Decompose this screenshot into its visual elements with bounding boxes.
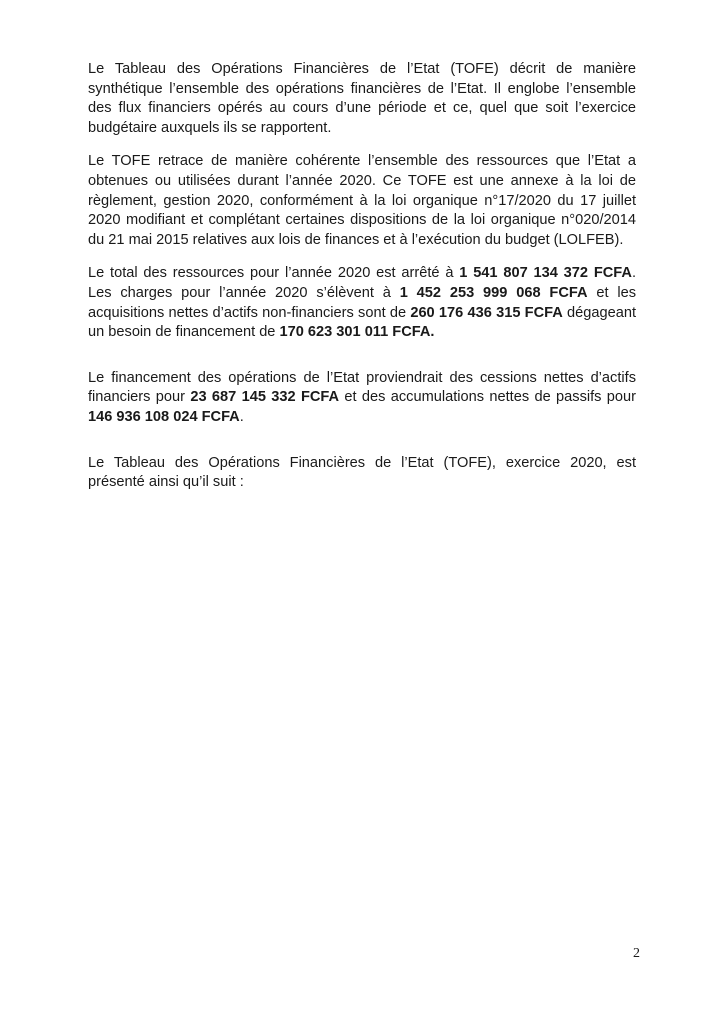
resources-text-2: . Les charges pour l’année 2020 s’élèvent à <box>88 265 636 301</box>
financing-need-amount: 170 623 301 011 FCFA. <box>279 324 435 341</box>
total-resources-amount: 1 541 807 134 372 FCFA <box>459 265 632 282</box>
page-number: 2 <box>633 946 640 961</box>
paragraph-tofe-scope: Le TOFE retrace de manière cohérente l’ensemble des ressources que l’Etat a obtenues ou utilisées durant l’année 2020. Ce TOFE est une annexe à la loi de règlement, gestion 2020, conformément à la loi organique n°17/2020 du 17 juillet 2020 modifiant et complétant certaines dispositions de la loi organique n°020/2014 du 21 mai 2015 relatives aux lois de finances et à l’exécution du budget (LOLFEB). <box>88 153 636 248</box>
resources-text-3: et les acquisitions nettes d’actifs non-financiers sont de <box>88 284 637 321</box>
paragraph-tofe-definition: Le Tableau des Opérations Financières de l’Etat (TOFE) décrit de manière synthétique l’ensemble des opérations financières de l’Etat. Il englobe l’ensemble des flux financiers opérés au cours d’une période et ce, quel que soit l’exercice budgétaire auxquels ils se rapportent. <box>88 61 636 136</box>
total-charges-amount: 1 452 253 999 068 FCFA <box>399 284 588 301</box>
financing-text-3: . <box>239 408 244 425</box>
non-financial-assets-amount: 260 176 436 315 FCFA <box>410 304 563 321</box>
financing-text-2: et des accumulations nettes de passifs pour <box>339 389 636 406</box>
page-body <box>88 60 636 507</box>
resources-text-4: dégageant un besoin de financement de <box>88 304 637 341</box>
paragraph-tofe-presentation: Le Tableau des Opérations Financières de l’Etat (TOFE), exercice 2020, est présenté ainsi qu’il suit : <box>88 454 636 491</box>
liabilities-accumulation-amount: 146 936 108 024 FCFA <box>88 408 240 425</box>
financial-assets-cessions-amount: 23 687 145 332 FCFA <box>190 389 340 406</box>
resources-text-1: Le total des ressources pour l’année 2020 est arrêté à <box>88 265 460 282</box>
paragraph-financing <box>88 369 636 428</box>
paragraph-resources-charges <box>88 264 636 342</box>
financing-text-1: Le financement des opérations de l’Etat proviendrait des cessions nettes d’actifs financiers pour <box>88 369 636 406</box>
